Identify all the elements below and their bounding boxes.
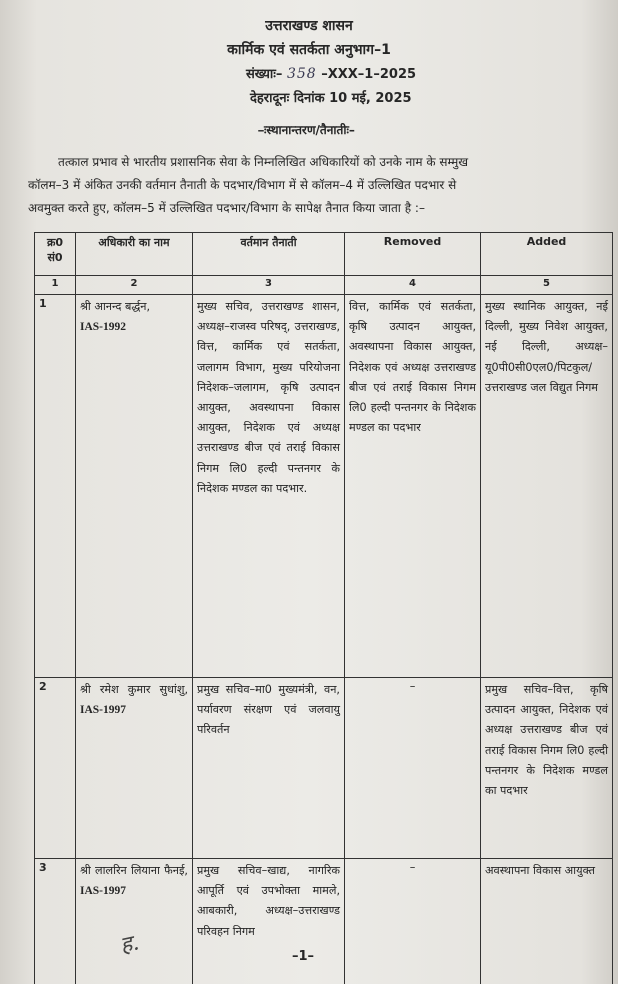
paragraph-line: अवमुक्त करते हुए, कॉलम–5 में उल्लिखित पदभार/विभाग के सापेक्ष तैनात किया जाता है :– xyxy=(28,201,425,215)
current-posting: प्रमुख सचिव–खाद्य, नागरिक आपूर्ति एवं उपभोक्ता मामले, आबकारी, अध्यक्ष–उत्तराखण्ड परिवहन निगम xyxy=(193,859,345,984)
page-number: –1– xyxy=(292,949,315,964)
added-charge: प्रमुख सचिव–वित्त, कृषि उत्पादन आयुक्त, निदेशक एवं अध्यक्ष उत्तराखण्ड बीज एवं तराई विकास निगम लि0 हल्दी पन्तनगर के निदेशक मण्डल का पदभार xyxy=(481,678,613,859)
order-paragraph xyxy=(28,151,608,220)
row-sno: 1 xyxy=(35,295,76,678)
department-header: कार्मिक एवं सतर्कता अनुभाग–1 xyxy=(227,42,391,58)
officer-batch: IAS-1997 xyxy=(80,704,127,717)
officer-name xyxy=(76,678,193,859)
header-removed: Removed xyxy=(345,233,481,276)
column-number: 3 xyxy=(193,276,345,295)
officer-name xyxy=(76,295,193,678)
header-name: अधिकारी का नाम xyxy=(76,233,193,276)
order-number xyxy=(246,64,416,82)
column-number: 2 xyxy=(76,276,193,295)
paragraph-line: तत्काल प्रभाव से भारतीय प्रशासनिक सेवा के निम्नलिखित अधिकारियों को उनके नाम के सम्मुख xyxy=(58,155,469,169)
removed-charge: – xyxy=(345,859,481,984)
order-number-suffix: –XXX–1–2025 xyxy=(321,67,417,82)
added-charge: मुख्य स्थानिक आयुक्त, नई दिल्ली, मुख्य निवेश आयुक्त, नई दिल्ली, अध्यक्ष–यू0पी0सी0एल0/पिटकुल/उत्तराखण्ड जल विद्युत निगम xyxy=(481,295,613,678)
paragraph-line: कॉलम–3 में अंकित उनकी वर्तमान तैनाती के पदभार/विभाग में से कॉलम–4 में उल्लिखित पदभार से xyxy=(28,178,457,192)
table-row xyxy=(35,678,613,859)
government-header: उत्तराखण्ड शासन xyxy=(265,18,353,34)
officer-name-text: श्री आनन्द बर्द्धन, xyxy=(80,300,151,313)
removed-charge: – xyxy=(345,678,481,859)
header-current-posting: वर्तमान तैनाती xyxy=(193,233,345,276)
header-sno: क्र0 सं0 xyxy=(35,233,76,276)
signature: ह. xyxy=(117,930,142,959)
column-number-row xyxy=(35,276,613,295)
table-row xyxy=(35,859,613,984)
subject-line: –ःस्थानान्तरण/तैनातीः– xyxy=(258,123,355,137)
transfer-table xyxy=(34,232,613,984)
order-date: देहरादूनः दिनांक 10 मई, 2025 xyxy=(250,91,412,106)
order-number-handwritten: 358 xyxy=(286,66,317,82)
removed-charge: वित्त, कार्मिक एवं सतर्कता, कृषि उत्पादन आयुक्त, अवस्थापना विकास आयुक्त, निदेशक एवं अध्यक्ष उत्तराखण्ड बीज एवं तराई विकास निगम लि0 हल्दी पन्तनगर के निदेशक मण्डल का पदभार xyxy=(345,295,481,678)
column-number: 5 xyxy=(481,276,613,295)
officer-batch: IAS-1997 xyxy=(80,885,127,898)
row-sno: 3 xyxy=(35,859,76,984)
table-header-row xyxy=(35,233,613,276)
row-sno: 2 xyxy=(35,678,76,859)
current-posting: मुख्य सचिव, उत्तराखण्ड शासन, अध्यक्ष–राजस्व परिषद्, उत्तराखण्ड, वित्त, कार्मिक एवं सतर्कता, जलागम विभाग, मुख्य परियोजना निदेशक–जलागम, कृषि उत्पादन आयुक्त, अवस्थापना विकास आयुक्त, निदेशक एवं अध्यक्ष उत्तराखण्ड बीज एवं तराई विकास निगम लि0 हल्दी पन्तनगर के निदेशक मण्डल का पदभार. xyxy=(193,295,345,678)
officer-name xyxy=(76,859,193,984)
officer-name-text: श्री लालरिन लियाना फैनई, xyxy=(80,864,188,877)
order-number-prefix: संख्याः– xyxy=(246,67,283,82)
added-charge: अवस्थापना विकास आयुक्त xyxy=(481,859,613,984)
column-number: 1 xyxy=(35,276,76,295)
officer-name-text: श्री रमेश कुमार सुधांशु, xyxy=(80,683,188,696)
officer-batch: IAS-1992 xyxy=(80,321,127,333)
table-row xyxy=(35,295,613,678)
column-number: 4 xyxy=(345,276,481,295)
current-posting: प्रमुख सचिव–मा0 मुख्यमंत्री, वन, पर्यावरण संरक्षण एवं जलवायु परिवर्तन xyxy=(193,678,345,859)
header-added: Added xyxy=(481,233,613,276)
